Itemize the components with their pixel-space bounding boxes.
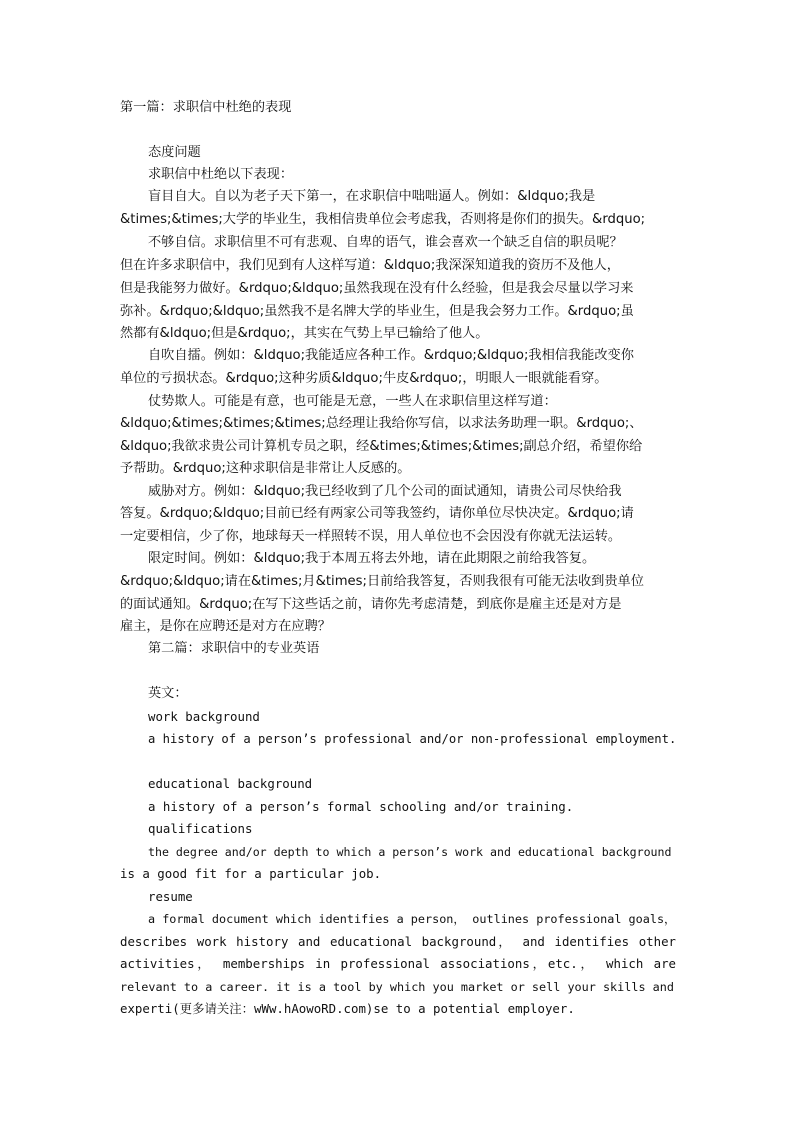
definition-line: a history of a person’s professional and/or non-professional employment.	[148, 732, 677, 746]
paragraph-line: 但在许多求职信中，我们见到有人这样写道：&ldquo;我深深知道我的资历不及他人，	[120, 258, 620, 273]
term: educational background	[148, 776, 313, 791]
section-heading: 第二篇：求职信中的专业英语	[148, 641, 320, 656]
definition-line: activities， memberships in professional associations，etc.， which are	[120, 956, 676, 971]
paragraph-line: 的面试通知。&rdquo;在写下这些话之前，请你先考虑清楚，到底你是雇主还是对方是	[120, 597, 622, 612]
definition-line: a formal document which identifies a person， outlines professional goals，	[148, 912, 676, 926]
definition-line: the degree and/or depth to which a person’s work and educational background	[148, 845, 672, 859]
paragraph-line: 然都有&ldquo;但是&rdquo;，其实在气势上早已输给了他人。	[120, 326, 489, 341]
paragraph-line: 弥补。&rdquo;&ldquo;虽然我不是名牌大学的毕业生，但是我会努力工作。&rdquo;虽	[120, 304, 634, 319]
paragraph-line: 威胁对方。例如：&ldquo;我已经收到了几个公司的面试通知，请贵公司尽快给我	[148, 484, 622, 499]
term: work background	[148, 709, 260, 724]
paragraph-line: &ldquo;我欲求贵公司计算机专员之职，经&times;&times;&times;副总介绍，希望你给	[120, 439, 643, 454]
paragraph-line: &times;&times;大学的毕业生，我相信贵单位会考虑我，否则将是你们的损失。&rdquo;	[120, 212, 646, 227]
term: resume	[148, 889, 193, 904]
paragraph-line: &ldquo;&times;&times;&times;总经理让我给你写信，以求法务助理一职。&rdquo;、	[120, 416, 643, 431]
definition-line: is a good fit for a particular job.	[120, 866, 382, 881]
paragraph-line: 答复。&rdquo;&ldquo;目前已经有两家公司等我签约，请你单位尽快决定。&rdquo;请	[120, 506, 634, 521]
paragraph-line: 一定要相信，少了你，地球每天一样照转不误，用人单位也不会因没有你就无法运转。	[120, 529, 622, 544]
definition-line: experti(更多请关注：wWw.hAowoRD.com)se to a potential employer.	[120, 1001, 575, 1016]
paragraph-line: 但是我能努力做好。&rdquo;&ldquo;虽然我现在没有什么经验，但是我会尽量以学习来	[120, 281, 634, 296]
paragraph-line: 仗势欺人。可能是有意，也可能是无意，一些人在求职信里这样写道：	[148, 394, 557, 409]
paragraph-line: 自吹自擂。例如：&ldquo;我能适应各种工作。&rdquo;&ldquo;我相信我能改变你	[148, 348, 634, 363]
paragraph-line: 态度问题	[148, 145, 201, 160]
document-title: 第一篇：求职信中杜绝的表现	[120, 100, 292, 115]
paragraph-line: 单位的亏损状态。&rdquo;这种劣质&ldquo;牛皮&rdquo;，明眼人一眼就能看穿。	[120, 371, 608, 386]
definition-line: describes work history and educational background， and identifies other	[120, 934, 676, 949]
paragraph-line: 盲目自大。自以为老子天下第一，在求职信中咄咄逼人。例如：&ldquo;我是	[148, 189, 596, 204]
english-label: 英文：	[148, 686, 188, 701]
paragraph-line: 予帮助。&rdquo;这种求职信是非常让人反感的。	[120, 461, 411, 476]
paragraph-line: 求职信中杜绝以下表现：	[148, 167, 294, 182]
paragraph-line: &rdquo;&ldquo;请在&times;月&times;日前给我答复，否则我很有可能无法收到贵单位	[120, 574, 644, 589]
paragraph-line: 不够自信。求职信里不可有悲观、自卑的语气，谁会喜欢一个缺乏自信的职员呢？	[148, 235, 623, 250]
term: qualifications	[148, 821, 253, 836]
definition-line: relevant to a career. it is a tool by which you market or sell your skills and	[120, 980, 674, 994]
paragraph-line: 雇主，是你在应聘还是对方在应聘？	[120, 619, 331, 634]
definition-line: a history of a person’s formal schooling and/or training.	[148, 799, 574, 814]
paragraph-line: 限定时间。例如：&ldquo;我于本周五将去外地，请在此期限之前给我答复。	[148, 551, 596, 566]
